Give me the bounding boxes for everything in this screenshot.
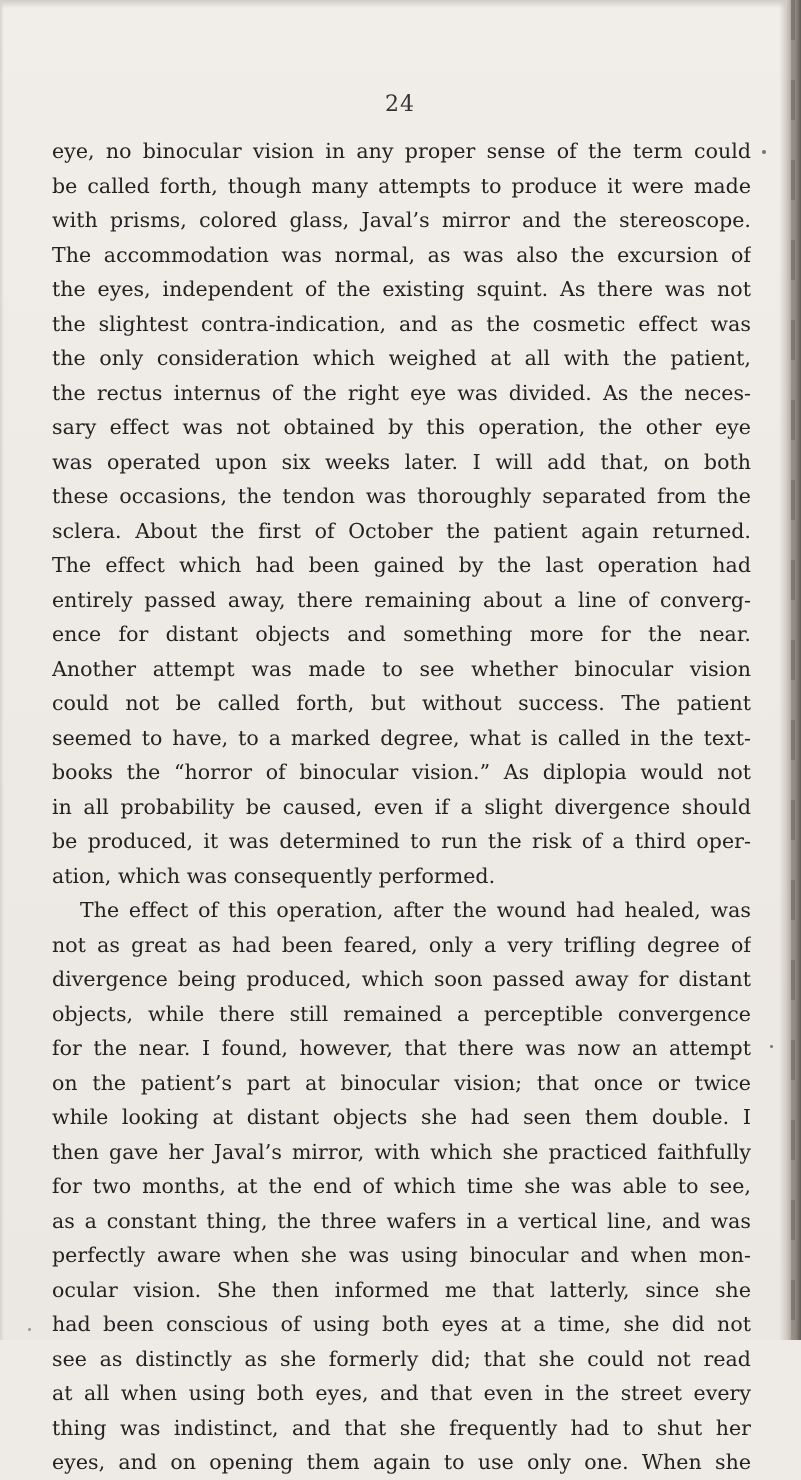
text-line: divergence being produced, which soon passed away for distant (52, 967, 751, 991)
text-line: perfectly aware when she was using binocular and when mon- (52, 1243, 751, 1267)
text-line: Another attempt was made to see whether binocular vision (52, 656, 751, 681)
text-line: on the patient’s part at binocular vision; that once or twice (52, 1070, 751, 1095)
text-line: sclera. About the first of October the patient again returned. (52, 518, 751, 543)
text-line: while looking at distant objects she had seen them double. I (52, 1105, 751, 1129)
text-line: ence for distant objects and something more for the near. (52, 622, 751, 646)
text-line: not as great as had been feared, only a very trifling degree of (52, 932, 751, 957)
text-line: with prisms, colored glass, Javal’s mirror and the stereoscope. (52, 208, 751, 232)
text-line: for the near. I found, however, that there was now an attempt (52, 1036, 751, 1060)
page-top-edge-shadow (0, 0, 801, 8)
text-line: the only consideration which weighed at all with the patient, (52, 346, 751, 370)
text-line: The accommodation was normal, as was also the excursion of (52, 242, 751, 267)
text-line: the eyes, independent of the existing squint. As there was not (52, 277, 751, 301)
text-line: could not be called forth, but without success. The patient (52, 691, 751, 715)
page-left-edge-shadow (0, 0, 4, 1340)
text-line: then gave her Javal’s mirror, with which she practiced faithfully (52, 1139, 751, 1164)
text-line: at all when using both eyes, and that even in the street every (52, 1381, 751, 1405)
text-line: be called forth, though many attempts to produce it were made (52, 173, 751, 198)
text-line: ocular vision. She then informed me that latterly, since she (52, 1277, 751, 1302)
text-line: the rectus internus of the right eye was divided. As the neces- (52, 380, 751, 405)
text-line: the slightest contra-indication, and as the cosmetic effect was (52, 311, 751, 336)
text-line: eye, no binocular vision in any proper sense of the term could (52, 139, 751, 163)
text-line: sary effect was not obtained by this operation, the other eye (52, 415, 751, 439)
paper-speck (770, 1045, 773, 1048)
text-line: objects, while there still remained a perceptible convergence (52, 1001, 751, 1026)
text-line: eyes, and on opening them again to use only one. When she (52, 1450, 751, 1474)
text-line: thing was indistinct, and that she frequently had to shut her (52, 1415, 751, 1440)
text-line: see as distinctly as she formerly did; that she could not read (52, 1346, 751, 1371)
text-line: books the “horror of binocular vision.” As diplopia would not (52, 760, 751, 784)
binding-texture (791, 0, 795, 1340)
paper-speck (28, 1328, 31, 1331)
paper-speck (762, 150, 766, 154)
text-line: had been conscious of using both eyes at a time, she did not (52, 1312, 751, 1336)
body-text (52, 134, 751, 1480)
text-line: was operated upon six weeks later. I will add that, on both (52, 449, 751, 474)
text-line: The effect of this operation, after the wound had healed, was (80, 898, 751, 922)
text-line: as a constant thing, the three wafers in a vertical line, and was (52, 1208, 751, 1233)
text-line: for two months, at the end of which time she was able to see, (52, 1174, 751, 1198)
text-line: The effect which had been gained by the last operation had (52, 553, 751, 577)
text-line: seemed to have, to a marked degree, what is called in the text- (52, 725, 751, 750)
text-line: be produced, it was determined to run the risk of a third oper- (52, 829, 751, 853)
text-line: ation, which was consequently performed. (52, 863, 496, 888)
text-line: entirely passed away, there remaining about a line of converg- (52, 587, 751, 612)
text-line: these occasions, the tendon was thoroughly separated from the (52, 484, 751, 508)
book-binding-edge (779, 0, 801, 1340)
text-line: in all probability be caused, even if a slight divergence should (52, 794, 751, 819)
page-number: 24 (385, 92, 415, 117)
